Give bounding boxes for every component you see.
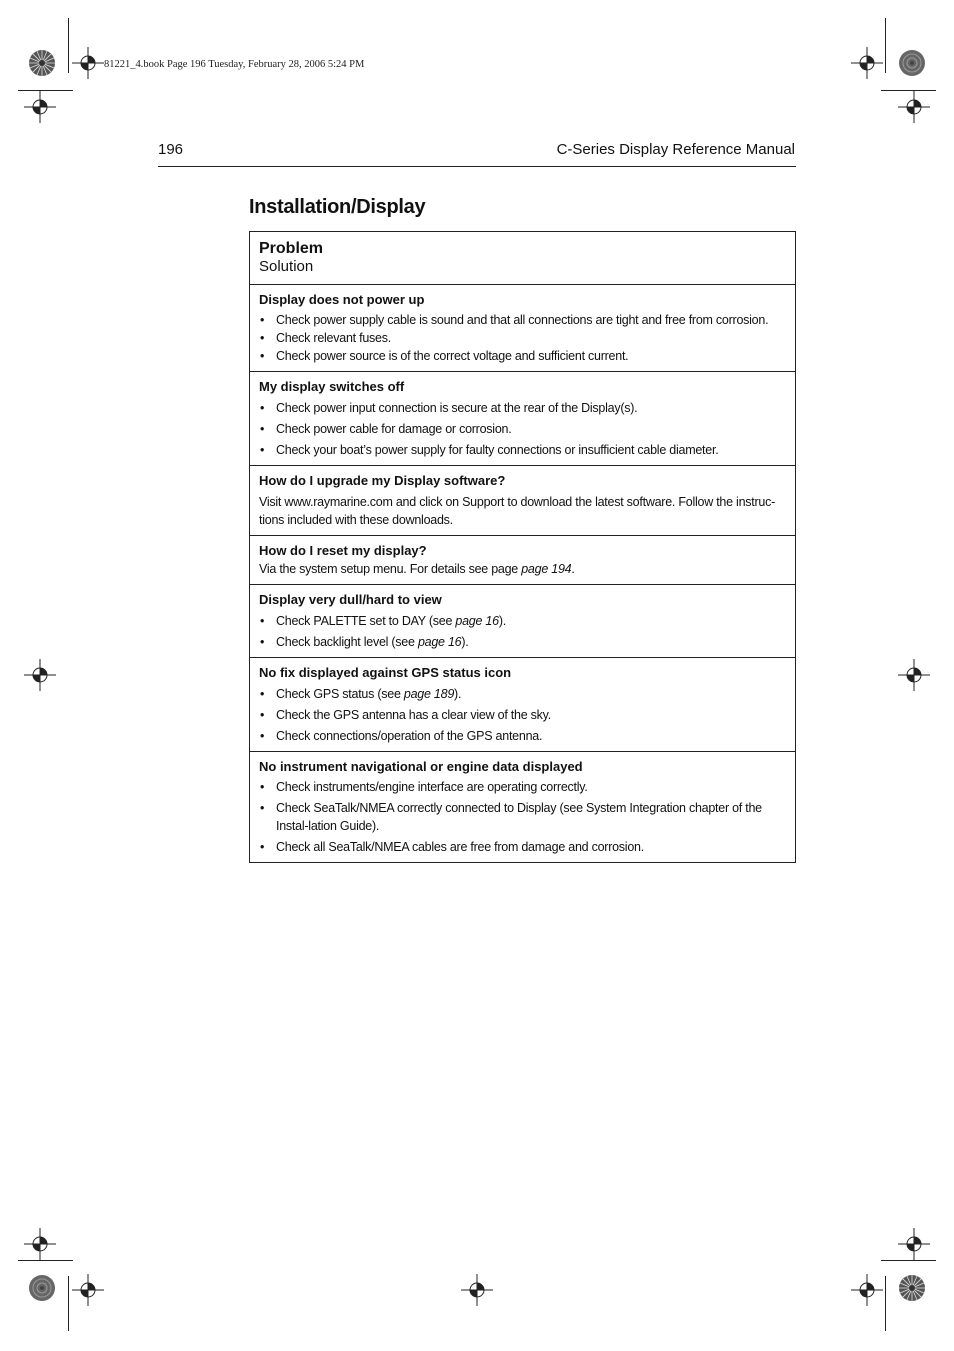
print-info: 81221_4.book Page 196 Tuesday, February 28, 2006 5:24 PM — [104, 59, 365, 70]
solution-text — [259, 560, 786, 578]
crosshair-mark-icon — [851, 1274, 883, 1306]
problem-text: Display very dull/hard to view — [259, 592, 442, 607]
header-problem: Problem — [259, 240, 324, 257]
registration-wheel-icon — [898, 49, 926, 77]
crosshair-mark-icon — [72, 1274, 104, 1306]
crosshair-mark-icon — [24, 1228, 56, 1260]
solution-list — [259, 311, 786, 365]
page-reference-link[interactable]: page 194 — [521, 562, 572, 576]
crop-mark-icon — [18, 90, 73, 91]
table-row — [250, 284, 795, 371]
solution-list — [259, 685, 786, 745]
list-item: • Check power supply cable is sound and that all connections are tight and free from corrosion. — [259, 311, 786, 329]
list-item-text: ). — [498, 614, 506, 628]
problem-text: Display does not power up — [259, 292, 425, 307]
list-item — [259, 685, 786, 703]
table-row — [250, 465, 795, 535]
list-item-text: Check GPS status (see — [276, 687, 404, 701]
list-item-text: Check PALETTE set to DAY (see — [276, 614, 456, 628]
table-row — [250, 751, 795, 862]
registration-wheel-icon — [28, 49, 56, 77]
list-item: • Check the GPS antenna has a clear view of the sky. — [259, 706, 786, 724]
troubleshooting-table — [249, 231, 796, 863]
list-item: • Check power cable for damage or corrosion. — [259, 420, 786, 438]
list-item-text: Check backlight level (see — [276, 635, 418, 649]
table-row — [250, 584, 795, 657]
problem-text: How do I upgrade my Display software? — [259, 473, 506, 488]
list-item: • Check power source is of the correct voltage and sufficient current. — [259, 347, 786, 365]
crosshair-mark-icon — [898, 659, 930, 691]
crop-mark-icon — [18, 1260, 73, 1261]
header-rule — [158, 166, 796, 167]
problem-text: No instrument navigational or engine data displayed — [259, 759, 583, 774]
list-item: • Check all SeaTalk/NMEA cables are free from damage and corrosion. — [259, 838, 786, 856]
solution-text: Visit www.raymarine.com and click on Support to download the latest software. Follow the instruc-tions included with these downloads. — [259, 495, 776, 527]
list-item-text: ). — [461, 635, 469, 649]
solution-list — [259, 612, 786, 651]
crop-mark-icon — [881, 90, 936, 91]
table-row — [250, 657, 795, 751]
list-item — [259, 633, 786, 651]
crosshair-mark-icon — [461, 1274, 493, 1306]
problem-text: My display switches off — [259, 379, 405, 394]
crop-mark-icon — [881, 1260, 936, 1261]
list-item: • Check power input connection is secure at the rear of the Display(s). — [259, 399, 786, 417]
page-number: 196 — [158, 141, 184, 158]
page-reference-link[interactable]: page 16 — [417, 635, 462, 649]
list-item — [259, 612, 786, 630]
crosshair-mark-icon — [72, 47, 104, 79]
table-row — [250, 535, 795, 584]
problem-text: No fix displayed against GPS status icon — [259, 665, 512, 680]
problem-text: How do I reset my display? — [259, 543, 427, 558]
crop-mark-icon — [68, 18, 69, 73]
page-reference-link[interactable]: page 16 — [455, 614, 499, 628]
crosshair-mark-icon — [898, 91, 930, 123]
table-row — [250, 371, 795, 465]
table-header — [250, 232, 795, 284]
manual-title: C-Series Display Reference Manual — [556, 141, 795, 158]
registration-wheel-icon — [28, 1274, 56, 1302]
crosshair-mark-icon — [851, 47, 883, 79]
registration-wheel-icon — [898, 1274, 926, 1302]
crosshair-mark-icon — [898, 1228, 930, 1260]
solution-text-part: . — [571, 562, 575, 576]
crop-mark-icon — [885, 1276, 886, 1331]
section-title: Installation/Display — [249, 196, 426, 218]
crosshair-mark-icon — [24, 91, 56, 123]
list-item: • Check your boat’s power supply for faulty connections or insufficient cable diameter. — [259, 441, 786, 459]
list-item: • Check SeaTalk/NMEA correctly connected to Display (see System Integration chapter of the Instal-lation Guide). — [259, 799, 786, 835]
solution-text-part: Via the system setup menu. For details see page — [259, 562, 522, 576]
list-item: • Check instruments/engine interface are operating correctly. — [259, 778, 786, 796]
list-item: • Check connections/operation of the GPS antenna. — [259, 727, 786, 745]
list-item: • Check relevant fuses. — [259, 329, 786, 347]
crop-mark-icon — [68, 1276, 69, 1331]
crop-mark-icon — [885, 18, 886, 73]
header-solution: Solution — [259, 258, 314, 275]
crosshair-mark-icon — [24, 659, 56, 691]
solution-list — [259, 778, 786, 856]
page-reference-link[interactable]: page 189 — [403, 687, 455, 701]
solution-list — [259, 399, 786, 459]
list-item-text: ). — [454, 687, 462, 701]
